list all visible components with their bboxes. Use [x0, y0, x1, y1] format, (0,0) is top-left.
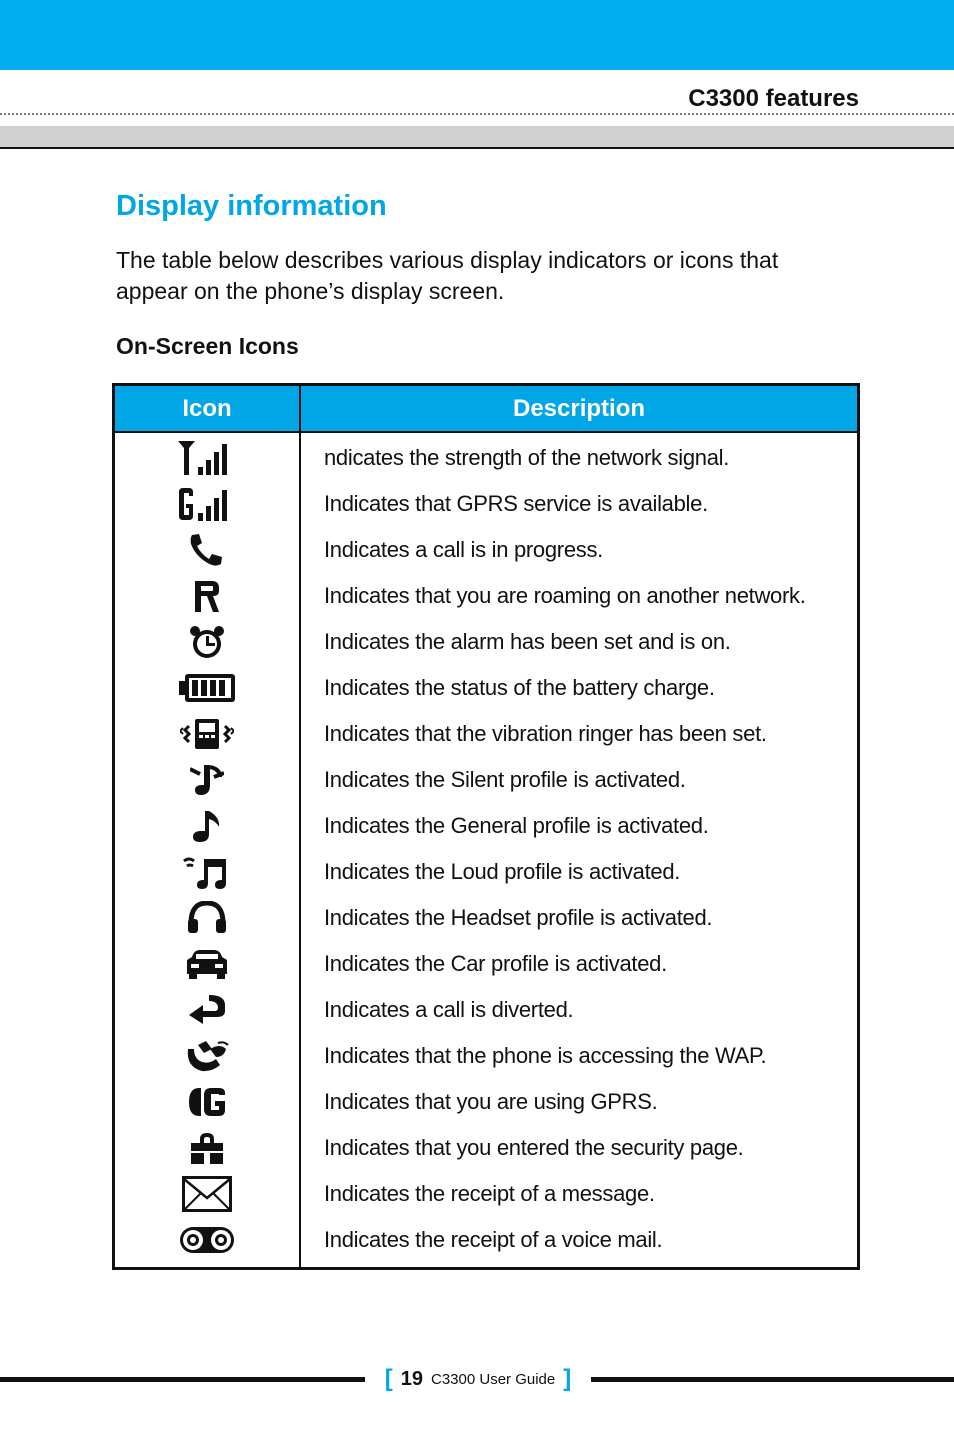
running-header: C3300 features [688, 85, 859, 112]
row-description: Indicates the Headset profile is activated. [324, 905, 713, 930]
table-row [115, 895, 857, 941]
security-icon [115, 1125, 299, 1171]
row-description: Indicates the alarm has been set and is on. [324, 629, 731, 654]
table-row [115, 1079, 857, 1125]
table-row [115, 481, 857, 527]
row-description: Indicates a call is in progress. [324, 537, 603, 562]
gray-header-band [0, 126, 954, 149]
guide-label: C3300 User Guide [431, 1370, 556, 1388]
intro-line-1: The table below describes various display indicators or icons that [116, 247, 779, 273]
table-row [115, 1033, 857, 1079]
section-title: Display information [116, 190, 387, 222]
alarm-clock-icon [115, 619, 299, 665]
gprs-in-use-icon [115, 1079, 299, 1125]
table-row [115, 435, 857, 481]
roaming-icon [115, 573, 299, 619]
footer-bracket-open: [ [384, 1365, 393, 1392]
dotted-divider [0, 113, 954, 115]
row-description: Indicates that you are roaming on another network. [324, 583, 806, 608]
table-row [115, 619, 857, 665]
message-envelope-icon [115, 1171, 299, 1217]
intro-paragraph [116, 245, 856, 307]
row-description: Indicates that the phone is accessing the WAP. [324, 1043, 767, 1068]
row-description: ndicates the strength of the network signal. [324, 445, 730, 470]
row-description: Indicates that you are using GPRS. [324, 1089, 658, 1114]
column-header-description: Description [512, 395, 646, 422]
table-row [115, 849, 857, 895]
row-description: Indicates that the vibration ringer has been set. [324, 721, 767, 746]
gprs-signal-icon [115, 481, 299, 527]
table-row [115, 665, 857, 711]
page-number: 19 [400, 1367, 423, 1390]
row-description: Indicates the General profile is activated. [324, 813, 709, 838]
row-description: Indicates the Loud profile is activated. [324, 859, 681, 884]
page-footer [365, 1362, 591, 1396]
table-row [115, 941, 857, 987]
general-profile-icon [115, 803, 299, 849]
table-row [115, 987, 857, 1033]
row-description: Indicates that you entered the security page. [324, 1135, 744, 1160]
voicemail-icon [115, 1217, 299, 1263]
table-row [115, 1217, 857, 1263]
row-description: Indicates the receipt of a message. [324, 1181, 655, 1206]
table-row [115, 1171, 857, 1217]
vibration-icon [115, 711, 299, 757]
table-row [115, 757, 857, 803]
car-profile-icon [115, 941, 299, 987]
row-description: Indicates a call is diverted. [324, 997, 574, 1022]
row-description: Indicates the receipt of a voice mail. [324, 1227, 663, 1252]
column-header-icon: Icon [182, 395, 232, 422]
loud-profile-icon [115, 849, 299, 895]
table-row [115, 711, 857, 757]
row-description: Indicates the Silent profile is activated. [324, 767, 686, 792]
subheading: On-Screen Icons [116, 333, 299, 359]
battery-icon [115, 665, 299, 711]
headset-profile-icon [115, 895, 299, 941]
row-description: Indicates that GPRS service is available. [324, 491, 708, 516]
wap-icon [115, 1033, 299, 1079]
call-divert-icon [115, 987, 299, 1033]
table-body [115, 435, 857, 1263]
table-row [115, 1125, 857, 1171]
icons-table [112, 383, 860, 1270]
row-description: Indicates the status of the battery charge. [324, 675, 715, 700]
signal-strength-icon [115, 435, 299, 481]
footer-rule-left [0, 1377, 365, 1382]
table-row [115, 803, 857, 849]
footer-bracket-close: ] [563, 1365, 572, 1392]
silent-profile-icon [115, 757, 299, 803]
row-description: Indicates the Car profile is activated. [324, 951, 667, 976]
top-color-band [0, 0, 954, 70]
call-in-progress-icon [115, 527, 299, 573]
intro-line-2: appear on the phone’s display screen. [116, 278, 505, 304]
table-header [115, 386, 857, 433]
table-row [115, 573, 857, 619]
table-row [115, 527, 857, 573]
footer-rule-right [591, 1377, 954, 1382]
